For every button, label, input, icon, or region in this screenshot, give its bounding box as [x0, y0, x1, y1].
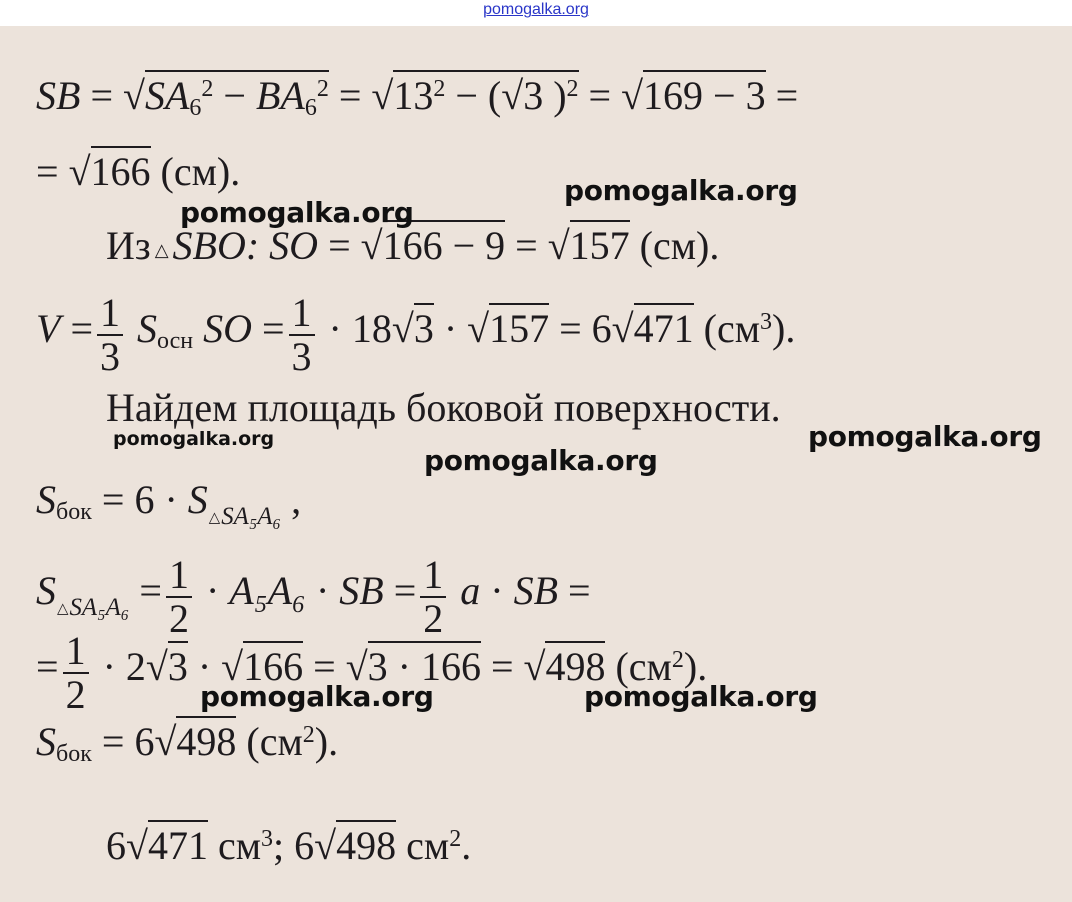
- equation-line-3: Из △ SBO: SO = √166 − 9 = √157 (см).: [106, 226, 719, 266]
- site-link[interactable]: pomogalka.org: [483, 1, 589, 18]
- watermark-7: pomogalka.org: [584, 680, 818, 713]
- watermark-6: pomogalka.org: [200, 680, 434, 713]
- equation-line-sbok-result: $S_{бок} = 6√498$ $(см^2)$.: [36, 722, 338, 762]
- equation-line-4-volume: V = $\frac{1}{3}$ $S_{осн}$ SO = $\frac{1}{3}$ · 18√3 · √157 = 6√471 $(см^3)$.: [36, 290, 796, 379]
- radical-2: $√13^2 - (√3$ )$^2$: [371, 73, 578, 118]
- section-heading: Найдем площадь боковой поверхности.: [106, 385, 781, 430]
- equation-line-2: = √166 (см).: [36, 152, 240, 192]
- watermark-5: pomogalka.org: [424, 444, 658, 477]
- equation-line-continuation: = $\frac{1}{2}$ · 2√3 · √166 = √3 · 166 = √498 $(см^2)$.: [36, 628, 708, 717]
- equation-line-1: SB = $√SA_6^2 - BA_6^2 = √13^2 - (√3$ )$^2$ = √169 − 3 =: [36, 76, 798, 116]
- equation-line-triangle-area: $S_{\triangle SA_5A_6}$ = $\frac{1}{2}$ · A₅A₆ · SB = $\frac{1}{2}$ a · SB =: [36, 552, 591, 641]
- watermark-4: pomogalka.org: [808, 420, 1042, 453]
- top-banner: [0, 0, 1072, 26]
- watermark-2: pomogalka.org: [180, 196, 414, 229]
- radical-166: √166: [69, 149, 151, 194]
- radical-1: $√SA_6^2 - BA_6^2$: [123, 73, 329, 118]
- answer-line: 6√471 $см^3$; 6√498 $см^2$.: [106, 826, 471, 866]
- equation-line-sbok: $S_{бок} = 6 \cdot S_{\triangle SA_5A_6}$ ,: [36, 477, 302, 531]
- watermark-3: pomogalka.org: [113, 428, 275, 450]
- sb-symbol: SB: [36, 73, 81, 118]
- radical-3: √169 − 3: [621, 73, 766, 118]
- equals: =: [90, 73, 113, 118]
- watermark-1: pomogalka.org: [564, 174, 798, 207]
